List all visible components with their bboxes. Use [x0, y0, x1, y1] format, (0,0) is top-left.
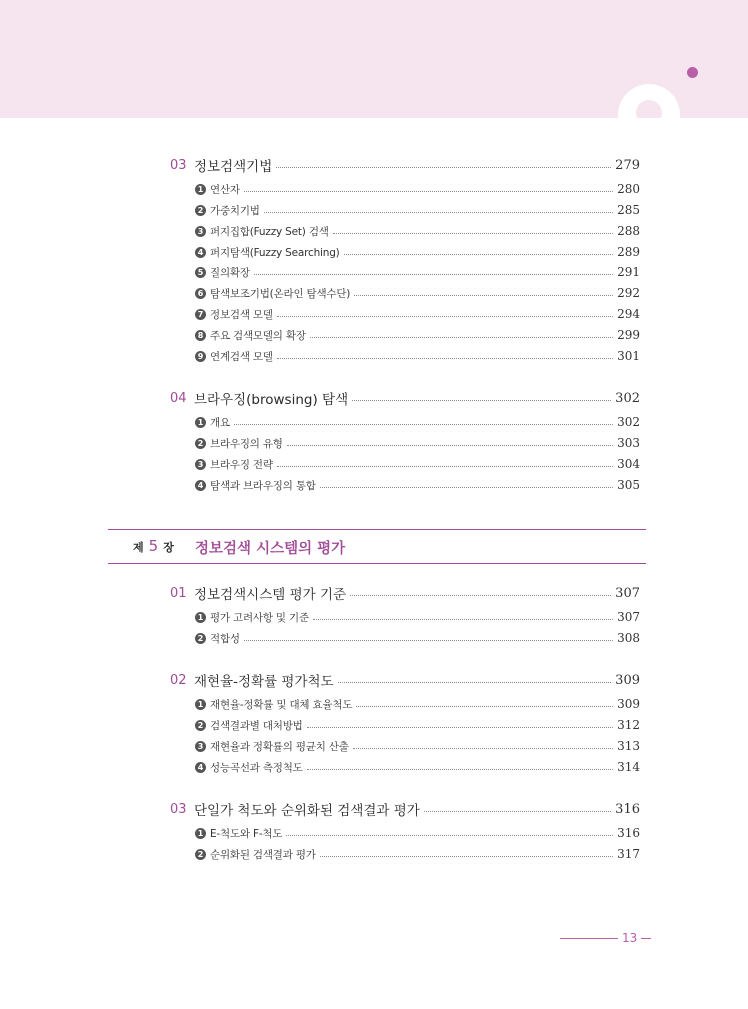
item-title: 검색결과별 대처방법 [210, 719, 303, 732]
item-page: 316 [617, 826, 640, 840]
section-number: 04 [170, 390, 187, 406]
dot-leader [333, 233, 613, 234]
toc-item[interactable] [195, 264, 640, 280]
item-title: 탐색보조기법(온라인 탐색수단) [210, 287, 351, 300]
footer-rule [560, 938, 618, 939]
toc-item[interactable] [195, 306, 640, 322]
chapter-divider-top [108, 529, 646, 530]
toc-item[interactable] [195, 223, 640, 239]
section-number: 03 [170, 801, 187, 817]
toc-item[interactable] [195, 244, 640, 260]
dot-leader [277, 358, 613, 359]
section-title: 단일가 척도와 순위화된 검색결과 평가 [194, 803, 420, 819]
item-title: 탐색과 브라우징의 통합 [210, 479, 316, 492]
item-title: E-척도와 F-척도 [210, 827, 283, 840]
toc-item[interactable] [195, 738, 640, 754]
section-page: 316 [615, 801, 640, 817]
toc-item[interactable] [195, 327, 640, 343]
item-title: 퍼지집합(Fuzzy Set) 검색 [210, 225, 329, 238]
number-bullet-icon: 5 [195, 267, 206, 278]
footer-rule [641, 938, 651, 939]
dot-leader [338, 682, 612, 683]
dot-leader [276, 167, 611, 168]
dot-leader [244, 191, 613, 192]
item-title: 적합성 [210, 632, 240, 645]
number-bullet-icon: 2 [195, 633, 206, 644]
decorative-dot-icon [687, 67, 698, 78]
number-bullet-icon: 2 [195, 849, 206, 860]
section-title: 정보검색기법 [194, 159, 273, 175]
item-page: 314 [617, 760, 640, 774]
number-bullet-icon: 4 [195, 247, 206, 258]
item-page: 309 [617, 697, 640, 711]
section-page: 307 [615, 585, 640, 601]
toc-section-03[interactable] [170, 155, 640, 175]
dot-leader [254, 274, 613, 275]
number-bullet-icon: 1 [195, 612, 206, 623]
item-title: 연산자 [210, 183, 240, 196]
toc-item[interactable] [195, 414, 640, 430]
item-page: 305 [617, 478, 640, 492]
toc-item[interactable] [195, 825, 640, 841]
item-title: 주요 검색모델의 확장 [210, 329, 306, 342]
item-title: 가중치기법 [210, 204, 260, 217]
dot-leader [234, 424, 613, 425]
section-page: 302 [615, 390, 640, 406]
item-title: 정보검색 모델 [210, 308, 273, 321]
toc-section-03b[interactable] [170, 799, 640, 819]
section-title: 정보검색시스템 평가 기준 [194, 587, 347, 603]
number-bullet-icon: 1 [195, 828, 206, 839]
section-number: 02 [170, 672, 187, 688]
section-number: 03 [170, 157, 187, 173]
toc-item[interactable] [195, 846, 640, 862]
chapter-suffix: 장 [163, 541, 174, 554]
dot-leader [277, 316, 613, 317]
item-page: 294 [617, 307, 640, 321]
item-page: 280 [617, 182, 640, 196]
item-page: 289 [617, 245, 640, 259]
number-bullet-icon: 8 [195, 330, 206, 341]
section-page: 279 [615, 157, 640, 173]
header-band [0, 0, 748, 118]
toc-item[interactable] [195, 348, 640, 364]
number-bullet-icon: 1 [195, 184, 206, 195]
item-title: 평가 고려사항 및 기준 [210, 611, 309, 624]
page-number: 13 [622, 931, 638, 945]
item-page: 307 [617, 610, 640, 624]
dot-leader [244, 640, 613, 641]
section-title: 브라우징(browsing) 탐색 [194, 392, 349, 408]
dot-leader [356, 706, 613, 707]
item-page: 292 [617, 286, 640, 300]
number-bullet-icon: 9 [195, 351, 206, 362]
item-title: 질의확장 [210, 266, 250, 279]
number-bullet-icon: 3 [195, 226, 206, 237]
dot-leader [354, 295, 613, 296]
toc-item[interactable] [195, 759, 640, 775]
number-bullet-icon: 7 [195, 309, 206, 320]
chapter-label [133, 537, 174, 557]
toc-item[interactable] [195, 202, 640, 218]
chapter-prefix: 제 [133, 541, 144, 554]
toc-item[interactable] [195, 717, 640, 733]
dot-leader [313, 619, 613, 620]
item-page: 313 [617, 739, 640, 753]
item-title: 재현율과 정확률의 평균치 산출 [210, 740, 349, 753]
toc-item[interactable] [195, 477, 640, 493]
dot-leader [307, 727, 613, 728]
toc-section-04[interactable] [170, 388, 640, 408]
number-bullet-icon: 3 [195, 459, 206, 470]
dot-leader [344, 254, 614, 255]
number-bullet-icon: 3 [195, 741, 206, 752]
item-title: 재현율-정확률 및 대체 효율척도 [210, 698, 353, 711]
dot-leader [350, 595, 611, 596]
item-title: 개요 [210, 416, 230, 429]
item-title: 순위화된 검색결과 평가 [210, 848, 316, 861]
number-bullet-icon: 4 [195, 480, 206, 491]
toc-item[interactable] [195, 456, 640, 472]
item-title: 성능곡선과 측정척도 [210, 761, 303, 774]
section-page: 309 [615, 672, 640, 688]
page-footer [560, 930, 660, 946]
dot-leader [264, 212, 613, 213]
toc-section-02[interactable] [170, 670, 640, 690]
number-bullet-icon: 6 [195, 288, 206, 299]
dot-leader [307, 769, 613, 770]
section-title: 재현율-정확률 평가척도 [194, 674, 334, 690]
toc-item[interactable] [195, 696, 640, 712]
toc-item[interactable] [195, 630, 640, 646]
dot-leader [424, 811, 611, 812]
chapter-title[interactable]: 정보검색 시스템의 평가 [195, 541, 346, 557]
item-title: 연계검색 모델 [210, 350, 273, 363]
dot-leader [320, 856, 613, 857]
item-page: 302 [617, 415, 640, 429]
section-number: 01 [170, 585, 187, 601]
item-page: 285 [617, 203, 640, 217]
number-bullet-icon: 2 [195, 720, 206, 731]
number-bullet-icon: 4 [195, 762, 206, 773]
item-page: 301 [617, 349, 640, 363]
item-page: 304 [617, 457, 640, 471]
number-bullet-icon: 1 [195, 699, 206, 710]
toc-item[interactable] [195, 435, 640, 451]
item-page: 308 [617, 631, 640, 645]
item-page: 303 [617, 436, 640, 450]
dot-leader [287, 445, 613, 446]
item-page: 312 [617, 718, 640, 732]
dot-leader [286, 835, 613, 836]
item-page: 317 [617, 847, 640, 861]
toc-item[interactable] [195, 181, 640, 197]
dot-leader [352, 400, 611, 401]
item-title: 퍼지탐색(Fuzzy Searching) [210, 246, 340, 259]
chapter-number: 5 [148, 537, 159, 555]
dot-leader [277, 466, 613, 467]
number-bullet-icon: 1 [195, 417, 206, 428]
number-bullet-icon: 2 [195, 205, 206, 216]
toc-item[interactable] [195, 609, 640, 625]
toc-item[interactable] [195, 285, 640, 301]
item-page: 288 [617, 224, 640, 238]
dot-leader [320, 487, 613, 488]
toc-section-01[interactable] [170, 583, 640, 603]
dot-leader [353, 748, 613, 749]
item-title: 브라우징 전략 [210, 458, 273, 471]
item-page: 299 [617, 328, 640, 342]
chapter-divider-bottom [108, 563, 646, 564]
item-page: 291 [617, 265, 640, 279]
dot-leader [310, 337, 613, 338]
item-title: 브라우징의 유형 [210, 437, 283, 450]
number-bullet-icon: 2 [195, 438, 206, 449]
